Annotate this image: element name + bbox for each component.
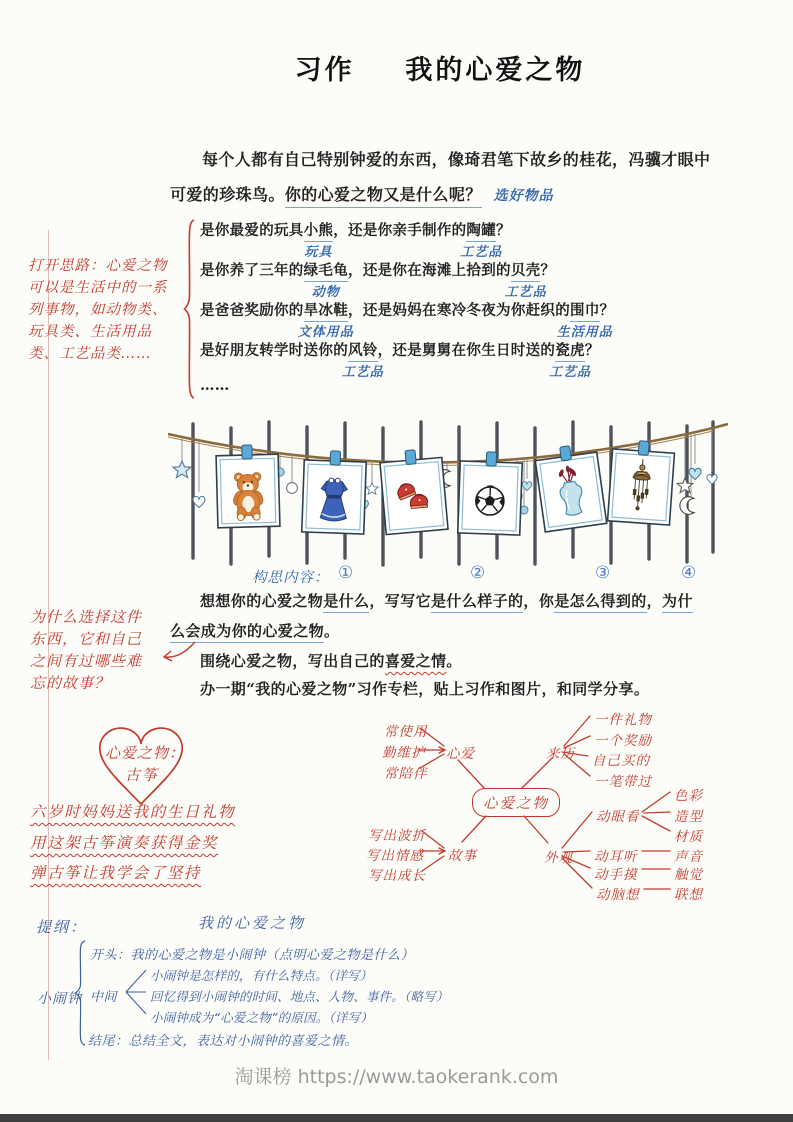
photo-soccer-ball	[458, 451, 523, 535]
think-line-2	[170, 620, 339, 641]
mindmap-item: 一笔带过	[594, 774, 652, 790]
intro-line-1: 每个人都有自己特别钟爱的东西，像琦君笔下故乡的桂花，冯骥才眼中	[202, 150, 711, 169]
photo-red-shoes	[379, 447, 448, 534]
question-line	[200, 301, 615, 340]
outline-title: 我的心爱之物	[198, 914, 307, 932]
title-part-1: 习作	[294, 55, 355, 86]
side-note-open-mind: 打开思路：心爱之物可以是生活中的一系列事物，如动物类、玩具类、生活用品类、工艺品类……	[28, 258, 168, 362]
q2-pre: 是你养了三年的	[200, 262, 304, 279]
q1-word1: 小熊	[303, 222, 334, 239]
q1-word2: 陶罐	[466, 222, 497, 239]
underlined-word	[504, 262, 547, 300]
heart-doodle	[88, 718, 194, 812]
think-s3: ，你	[523, 592, 555, 610]
think-u1: 是什么	[323, 592, 369, 613]
mindmap-item: 自己买的	[592, 753, 650, 769]
star-icon	[173, 461, 191, 478]
heart-icon	[707, 475, 717, 484]
think-u4: 为什	[662, 592, 693, 613]
think-u3: 是怎么得到的	[554, 592, 646, 613]
mindmap-sub-look-see: 动眼看	[596, 809, 640, 825]
underlined-word	[556, 302, 613, 340]
annotation: 玩具	[304, 245, 333, 260]
mindmap-center-label: 心爱之物	[483, 796, 549, 812]
q4-mid: ，还是舅舅在你生日时送的	[377, 342, 556, 359]
circled-number-2: ②	[470, 563, 486, 583]
outline-middle-label: 中间	[90, 990, 118, 1005]
mindmap-item: 触觉	[674, 867, 703, 883]
outline-middle-fan	[124, 964, 148, 1020]
mindmap-item: 写出情感	[366, 848, 424, 864]
think-s2: ，写写它	[369, 592, 432, 610]
mindmap-item: 写出波折	[368, 828, 426, 844]
question-line	[200, 261, 556, 300]
intro-line2-pre: 可爱的珍珠鸟。	[170, 185, 285, 204]
q3-pre: 是爸爸奖励你的	[200, 302, 304, 319]
mindmap-item: 一件礼物	[594, 712, 652, 728]
share-line: 办一期“我的心爱之物”习作专栏，贴上习作和图片，和同学分享。	[200, 680, 650, 698]
intro-underlined-question: 你的心爱之物又是什么呢？	[285, 185, 482, 208]
think-u5: 么会成为你的心爱之物	[170, 622, 324, 643]
mindmap-item: 一个奖励	[594, 733, 652, 749]
circle-icon	[287, 483, 298, 494]
intro-line-2	[170, 182, 554, 205]
q3-word1: 旱冰鞋	[303, 302, 349, 319]
clothesline-illustration	[168, 418, 728, 570]
watermark-text: 淘课榜 https://www.taokerank.com	[234, 1066, 559, 1088]
mindmap-sub-look-hear: 动耳听	[594, 849, 638, 865]
photo-wind-chime	[608, 439, 676, 525]
q2-end: ？	[540, 262, 556, 279]
q1-mid: ，还是你亲手制作的	[333, 222, 467, 239]
annotation: 文体用品	[297, 325, 354, 340]
question-line	[200, 221, 511, 260]
mindmap-branch-love: 心爱	[446, 746, 475, 762]
mindmap-item: 色彩	[674, 788, 703, 804]
star-icon	[366, 483, 378, 495]
question-line	[200, 341, 600, 380]
page-edge-bar	[0, 1114, 793, 1122]
mindmap-branch-story: 故事	[448, 848, 477, 864]
underlined-word	[303, 262, 349, 300]
annotation: 动物	[311, 285, 340, 300]
annotation: 工艺品	[341, 365, 384, 380]
annotation: 生活用品	[556, 325, 613, 340]
focus-wavy: 喜爱之情	[384, 652, 447, 670]
mindmap-center-node	[472, 788, 560, 817]
q3-word2: 围巾	[570, 302, 600, 319]
q3-end: ？	[599, 302, 615, 319]
clip-icon	[242, 445, 252, 459]
mindmap-item: 写出成长	[368, 868, 426, 884]
q4-pre: 是好朋友转学时送你的	[200, 342, 348, 359]
circled-number-4: ④	[681, 563, 697, 583]
focus-end: 。	[446, 652, 462, 670]
mindmap-branch-origin: 来历	[546, 746, 575, 762]
outline-end: 结尾：总结全文，表达对小闹钟的喜爱之情。	[88, 1034, 359, 1049]
underlined-word	[303, 222, 334, 260]
outline-brace	[74, 940, 87, 1046]
outline-begin: 开头：我的心爱之物是小闹钟（点明心爱之物是什么）	[90, 948, 415, 963]
annotation-choose-item: 选好物品	[493, 188, 554, 204]
q1-end: ？	[496, 222, 511, 239]
underlined-word	[297, 302, 354, 340]
q3-mid: ，还是妈妈在寒冷冬夜为你赶织的	[348, 302, 571, 319]
outline-middle-item: 小闹钟是怎样的，有什么特点。（详写）	[150, 968, 373, 983]
q1-pre: 是你最爱的玩具	[200, 222, 304, 239]
focus-pre: 围绕心爱之物，写出自己的	[200, 652, 385, 670]
photo-teddy-bear	[216, 444, 280, 528]
heart-icon	[193, 496, 205, 507]
think-line-1	[200, 590, 693, 611]
red-arrow-icon	[158, 640, 198, 668]
clip-icon	[638, 441, 649, 456]
clip-icon	[560, 446, 572, 461]
heart-reason-2: 用这架古筝演奏获得金奖	[30, 834, 219, 852]
heart-title: 心爱之物：	[105, 744, 186, 762]
ellipsis-line: ……	[200, 377, 230, 394]
think-s1: 想想你的心爱之物	[200, 592, 324, 610]
q2-word2: 贝壳	[510, 262, 541, 279]
red-brace	[183, 219, 196, 399]
clip-icon	[405, 450, 416, 465]
underlined-word	[549, 342, 592, 380]
q4-word2: 瓷虎	[555, 342, 585, 359]
heart-reason-3: 弹古筝让我学会了坚持	[30, 864, 202, 882]
outline-middle-item: 回忆得到小闹钟的时间、地点、人物、事件。（略写）	[150, 989, 449, 1004]
circled-number-3: ③	[595, 563, 611, 583]
photo-dress	[302, 450, 367, 534]
outline-label: 提纲：	[36, 918, 88, 936]
mindmap-item: 材质	[674, 829, 703, 845]
heart-reason-1: 六岁时妈妈送我的生日礼物	[30, 803, 236, 821]
mindmap-item: 造型	[674, 809, 703, 825]
underlined-word	[341, 342, 384, 380]
title-part-2: 我的心爱之物	[405, 55, 586, 86]
think-u2: 是什么样子的	[431, 592, 523, 613]
think-s4: ，	[646, 592, 663, 610]
moon-icon	[680, 497, 694, 515]
mindmap-item: 常使用	[384, 724, 428, 740]
focus-line	[200, 650, 462, 671]
side-note-why-choose: 为什么选择这件东西，它和自己之间有过哪些难忘的故事？	[30, 608, 143, 692]
mindmap-sub-look-think: 动脑想	[596, 887, 640, 903]
circled-number-1: ①	[338, 563, 354, 583]
heart-subject: 古筝	[125, 766, 160, 784]
mindmap-sub-look-touch: 动手摸	[594, 867, 638, 883]
annotation: 工艺品	[549, 365, 592, 380]
mindmap-item: 勤维护	[382, 745, 426, 761]
q4-word1: 风铃	[348, 342, 378, 359]
outline-middle-item: 小闹钟成为“心爱之物”的原因。（详写）	[150, 1010, 374, 1025]
underlined-word	[460, 222, 503, 260]
annotation: 工艺品	[460, 245, 503, 260]
q4-end: ？	[584, 342, 600, 359]
mindmap	[360, 700, 732, 915]
star-icon	[677, 478, 693, 493]
clip-icon	[330, 451, 340, 465]
page-title	[90, 48, 790, 87]
mindmap-item: 声音	[674, 849, 703, 865]
outline-subject: 小闹钟	[37, 991, 82, 1007]
clip-icon	[486, 452, 496, 466]
mindmap-item: 联想	[674, 887, 703, 903]
q2-word1: 绿毛龟	[303, 262, 349, 279]
watermark	[0, 1062, 793, 1089]
conception-label: 构思内容：	[252, 570, 330, 586]
think-s5: 。	[324, 622, 340, 640]
mindmap-branch-look: 外观	[544, 850, 573, 866]
annotation: 工艺品	[504, 285, 547, 300]
q2-mid: ，还是你在海滩上拾到的	[348, 262, 511, 279]
mindmap-item: 常陪伴	[384, 766, 428, 782]
